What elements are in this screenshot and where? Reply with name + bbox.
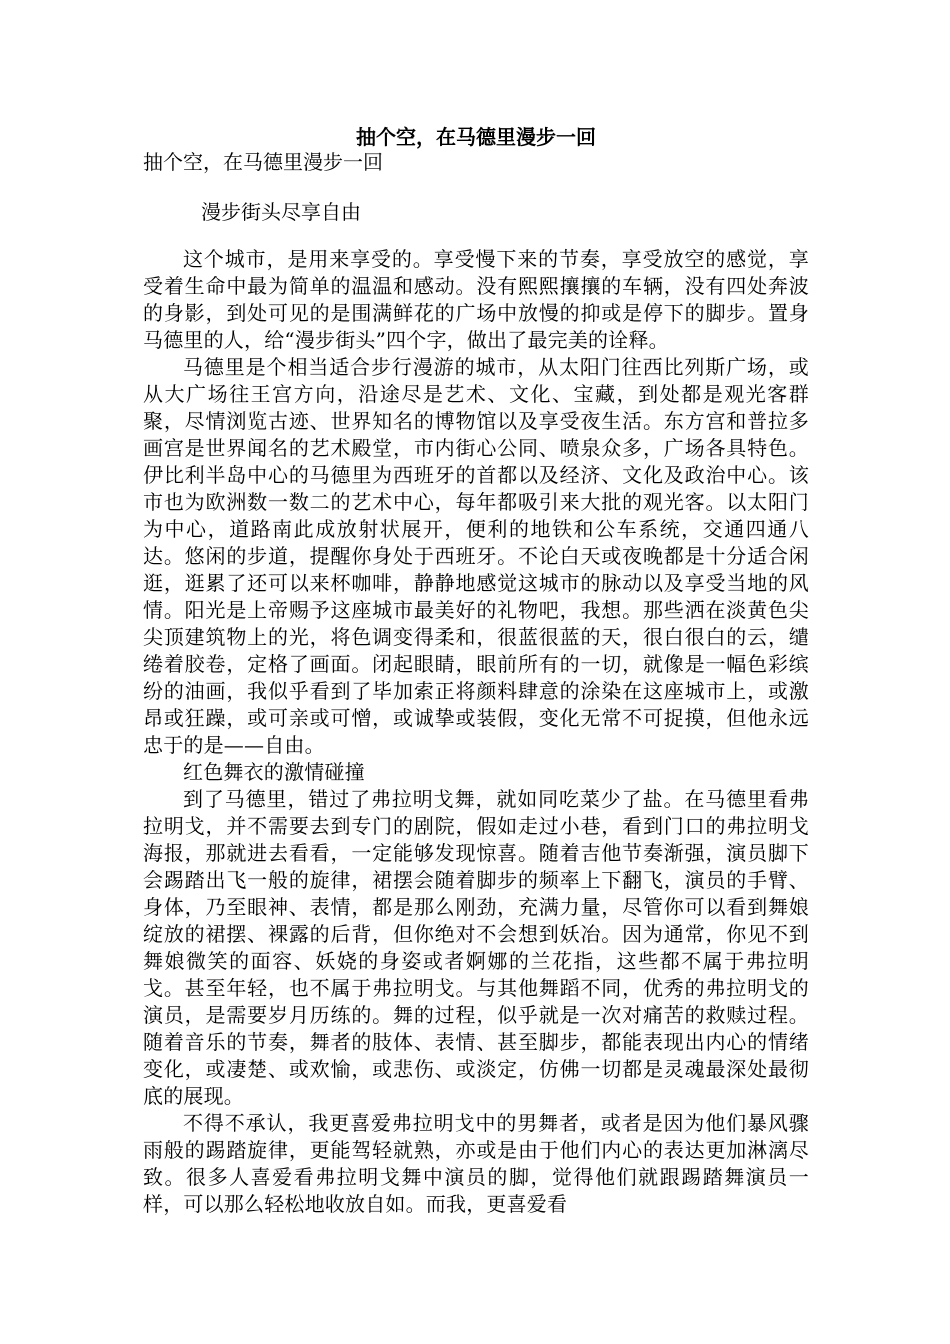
paragraph: 到了马德里，错过了弗拉明戈舞，就如同吃菜少了盐。在马德里看弗拉明戈，并不需要去到专门的剧院，假如走过小巷，看到门口的弗拉明戈海报，那就进去看看，一定能够发现惊喜。随着吉他节奏渐强，演员脚下会踢踏出飞一般的旋律，裙摆会随着脚步的频率上下翻飞，演员的手臂、身体，乃至眼神、表情，都是那么刚劲，充满力量，尽管你可以看到舞娘绽放的裙摆、裸露的后背，但你绝对不会想到妖冶。因为通常，你见不到舞娘微笑的面容、妖娆的身姿或者婀娜的兰花指，这些都不属于弗拉明戈。甚至年轻，也不属于弗拉明戈。与其他舞蹈不同，优秀的弗拉明戈的演员，是需要岁月历练的。舞的过程，似乎就是一次对痛苦的救赎过程。随着音乐的节奏，舞者的肢体、表情、甚至脚步，都能表现出内心的情绪变化，或凄楚、或欢愉，或悲伤、或淡定，仿佛一切都是灵魂最深处最彻底的展现。 — [143, 787, 809, 1108]
document-title: 抽个空，在马德里漫步一回 — [356, 125, 596, 149]
document-body — [143, 246, 809, 1218]
paragraph: 不得不承认，我更喜爱弗拉明戈中的男舞者，或者是因为他们暴风骤雨般的踢踏旋律，更能驾轻就熟，亦或是由于他们内心的表达更加淋漓尽致。很多人喜爱看弗拉明戈舞中演员的脚，觉得他们就跟踢踏舞演员一样，可以那么轻松地收放自如。而我，更喜爱看 — [143, 1111, 809, 1216]
paragraph: 马德里是个相当适合步行漫游的城市，从太阳门往西比列斯广场，或从大广场往王宫方向，沿途尽是艺术、文化、宝藏，到处都是观光客群聚，尽情浏览古迹、世界知名的博物馆以及享受夜生活。东方宫和普拉多画宫是世界闻名的艺术殿堂，市内街心公同、喷泉众多，广场各具特色。伊比利半岛中心的马德里为西班牙的首都以及经济、文化及政治中心。该市也为欧洲数一数二的艺术中心，每年都吸引来大批的观光客。以太阳门为中心，道路南此成放射状展开，便利的地铁和公车系统，交通四通八达。悠闲的步道，提醒你身处于西班牙。不论白天或夜晚都是十分适合闲逛，逛累了还可以来杯咖啡，静静地感觉这城市的脉动以及享受当地的风情。阳光是上帝赐予这座城市最美好的礼物吧，我想。那些洒在淡黄色尖尖顶建筑物上的光，将色调变得柔和，很蓝很蓝的天，很白很白的云，缱绻着胶卷，定格了画面。闭起眼睛，眼前所有的一切，就像是一幅色彩缤纷的油画，我似乎看到了毕加索正将颜料肆意的涂染在这座城市上，或激昂或狂躁，或可亲或可憎，或诚挚或装假，变化无常不可捉摸，但他永远忠于的是——自由。 — [143, 355, 809, 757]
section-heading-flamenco: 红色舞衣的激情碰撞 — [183, 760, 365, 784]
paragraph: 这个城市，是用来享受的。享受慢下来的节奏，享受放空的感觉，享受着生命中最为简单的温温和感动。没有熙熙攘攘的车辆，没有四处奔波的身影，到处可见的是围满鲜花的广场中放慢的抑或是停下的脚步。置身马德里的人，给“漫步街头”四个字，做出了最完美的诠释。 — [143, 247, 809, 352]
section-heading-stroll: 漫步街头尽享自由 — [201, 200, 361, 224]
document-subtitle: 抽个空，在马德里漫步一回 — [143, 150, 383, 174]
